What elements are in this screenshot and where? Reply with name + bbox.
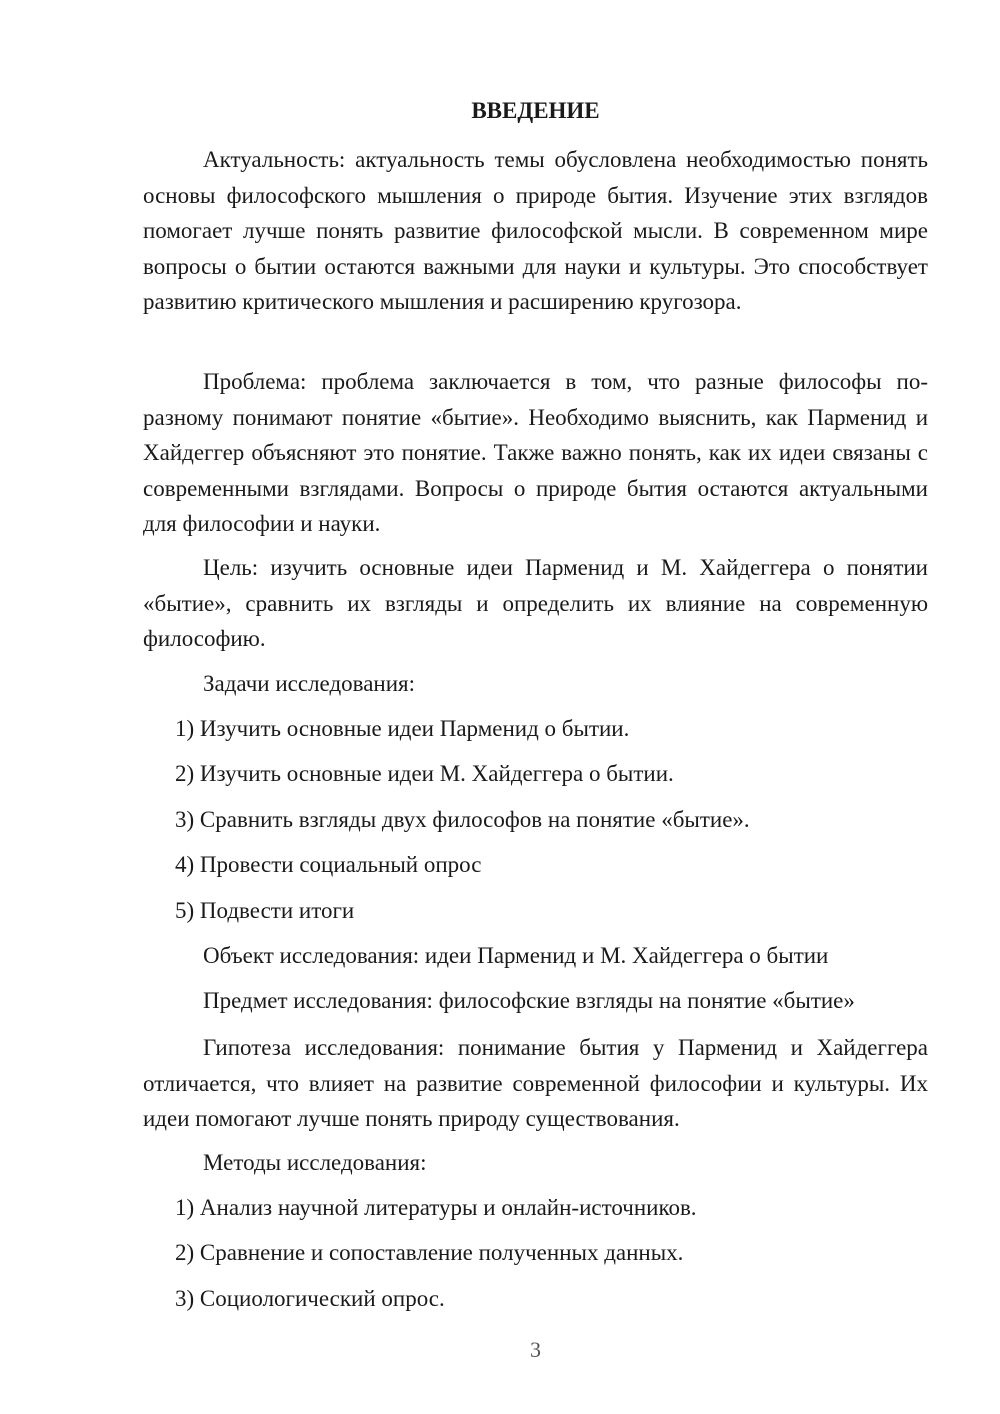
method-item-2: 2) Сравнение и сопоставление полученных данных. <box>175 1240 684 1265</box>
problem-paragraph: Проблема: проблема заключается в том, что разные философы по-разному понимают понятие «бытие». Необходимо выяснить, как Парменид и Хайдеггер объясняют это понятие. Также важно понять, как их идеи связаны с современными взглядами. Вопросы о природе бытия остаются актуальными для философии и науки. <box>143 369 928 536</box>
task-item-1: 1) Изучить основные идеи Парменид о бытии. <box>175 716 630 741</box>
tasks-heading: Задачи исследования: <box>203 671 416 696</box>
research-object: Объект исследования: идеи Парменид и М. Хайдеггера о бытии <box>203 943 829 968</box>
methods-heading: Методы исследования: <box>203 1150 427 1175</box>
method-item-1: 1) Анализ научной литературы и онлайн-источников. <box>175 1195 697 1220</box>
section-title: ВВЕДЕНИЕ <box>471 98 600 123</box>
goal-paragraph: Цель: изучить основные идеи Парменид и М. Хайдеггера о понятии «бытие», сравнить их взгляды и определить их влияние на современную философию. <box>143 555 928 651</box>
task-item-4: 4) Провести социальный опрос <box>175 852 482 877</box>
task-item-5: 5) Подвести итоги <box>175 898 355 923</box>
research-subject: Предмет исследования: философские взгляды на понятие «бытие» <box>203 988 855 1013</box>
method-item-3: 3) Социологический опрос. <box>175 1286 445 1311</box>
hypothesis-paragraph: Гипотеза исследования: понимание бытия у Парменид и Хайдеггера отличается, что влияет на развитие современной философии и культуры. Их идеи помогают лучше понять природу существования. <box>143 1035 928 1131</box>
page-number: 3 <box>530 1337 541 1362</box>
relevance-paragraph: Актуальность: актуальность темы обусловлена необходимостью понять основы философского мышления о природе бытия. Изучение этих взглядов помогает лучше понять развитие философской мысли. В современном мире вопросы о бытии остаются важными для науки и культуры. Это способствует развитию критического мышления и расширению кругозора. <box>143 147 928 314</box>
task-item-3: 3) Сравнить взгляды двух философов на понятие «бытие». <box>175 807 750 832</box>
task-item-2: 2) Изучить основные идеи М. Хайдеггера о бытии. <box>175 761 674 786</box>
